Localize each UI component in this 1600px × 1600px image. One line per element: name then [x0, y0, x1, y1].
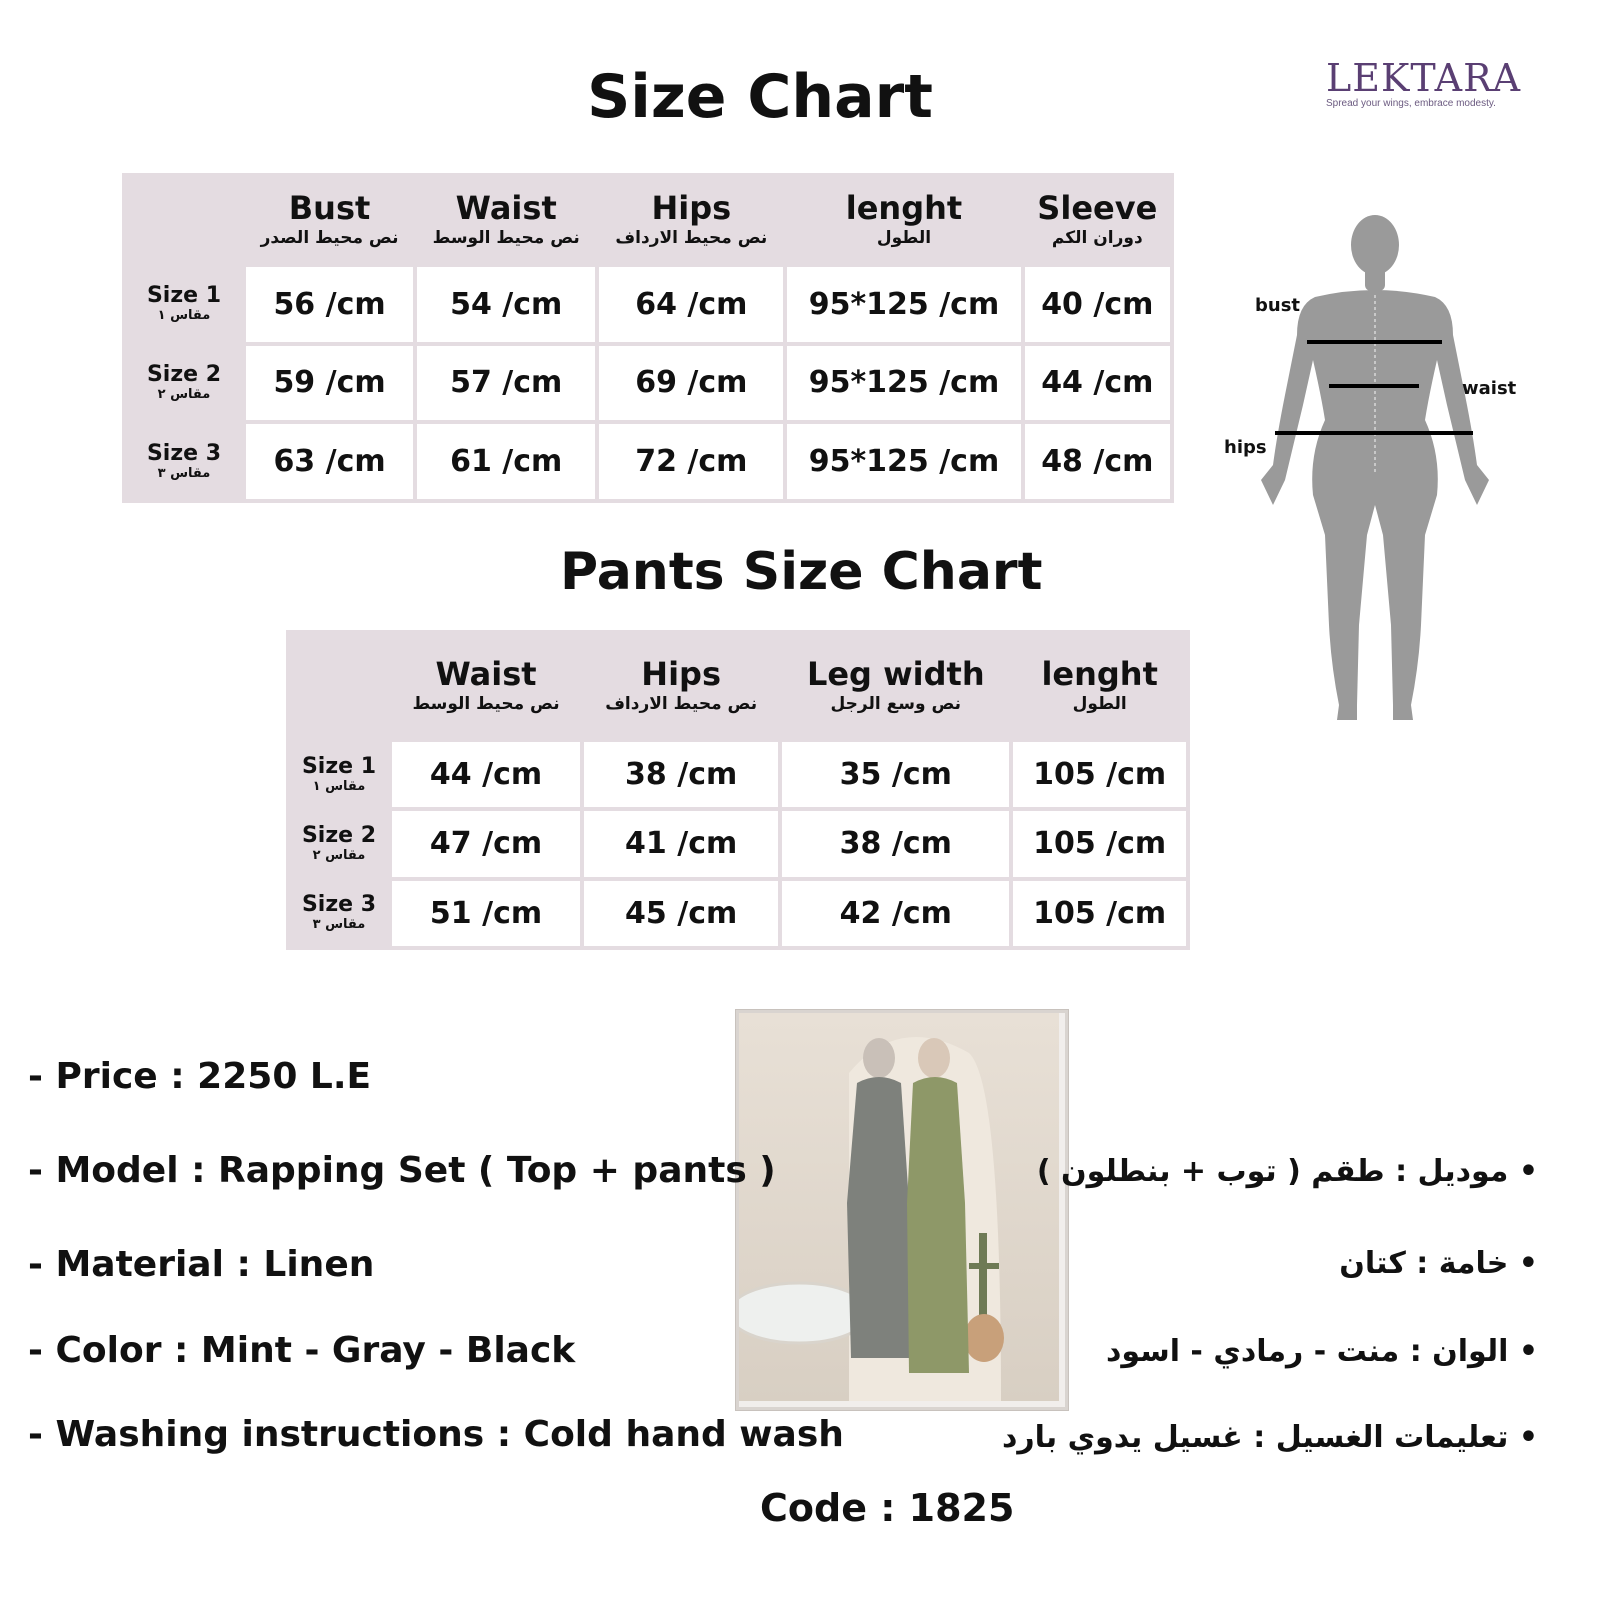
model-line: - Model : Rapping Set ( Top + pants ): [28, 1150, 776, 1191]
pants-chart-title: Pants Size Chart: [560, 542, 1043, 602]
table-row: [126, 267, 1170, 342]
washing-line: - Washing instructions : Cold hand wash: [28, 1414, 844, 1455]
price-line: - Price : 2250 L.E: [28, 1056, 372, 1097]
size-chart-title: Size Chart: [587, 62, 933, 132]
table-row: [290, 881, 1186, 946]
models-photo-illustration: [739, 1013, 1059, 1401]
table-cell: 105 /cm: [1013, 881, 1186, 946]
product-photo: [736, 1010, 1068, 1410]
washing-line-ar: • تعليمات الغسيل : غسيل يدوي بارد: [1001, 1420, 1538, 1455]
table-cell: 57 /cm: [417, 346, 595, 421]
table-cell: 51 /cm: [392, 881, 580, 946]
row-header-size-3: Size 3 مقاس ٣: [301, 892, 377, 933]
table-cell: 72 /cm: [599, 424, 783, 499]
table-row: [290, 742, 1186, 807]
table-cell: 35 /cm: [782, 742, 1009, 807]
row-header-size-1: Size 1 مقاس ١: [301, 753, 377, 794]
table-cell: 105 /cm: [1013, 742, 1186, 807]
brand-name: LEKTARA: [1326, 56, 1522, 100]
row-header-size-2: Size 2 مقاس ٢: [301, 822, 377, 863]
table-cell: 95*125 /cm: [787, 346, 1020, 421]
table-cell: 45 /cm: [584, 881, 778, 946]
brand-logo: [1326, 56, 1526, 126]
column-header-waist: Waist نص محيط الوسط: [432, 189, 580, 248]
product-code: Code : 1825: [760, 1486, 1015, 1530]
pants-chart-table: [286, 630, 1190, 950]
table-cell: 105 /cm: [1013, 811, 1186, 876]
table-cell: 48 /cm: [1025, 424, 1170, 499]
column-header-waist: Waist نص محيط الوسط: [412, 655, 560, 714]
table-cell: 63 /cm: [246, 424, 413, 499]
table-row: [290, 811, 1186, 876]
row-header-size-1: Size 1 مقاس ١: [146, 283, 222, 324]
table-cell: 38 /cm: [584, 742, 778, 807]
body-measurement-figure: [1215, 205, 1515, 725]
color-line-ar: • الوان : منت - رمادي - اسود: [1106, 1334, 1538, 1369]
table-cell: 56 /cm: [246, 267, 413, 342]
silhouette-illustration: [1215, 205, 1515, 725]
table-cell: 95*125 /cm: [787, 267, 1020, 342]
table-row: [126, 424, 1170, 499]
size-chart-table: [122, 173, 1174, 503]
bust-label: bust: [1255, 295, 1301, 316]
color-line: - Color : Mint - Gray - Black: [28, 1330, 576, 1371]
table-cell: 44 /cm: [392, 742, 580, 807]
waist-label: waist: [1462, 378, 1517, 399]
table-cell: 61 /cm: [417, 424, 595, 499]
model-line-ar: • موديل : طقم ( توب + بنطلون ): [1036, 1154, 1538, 1189]
table-cell: 59 /cm: [246, 346, 413, 421]
column-header-length: lenght الطول: [1041, 655, 1158, 714]
hips-label: hips: [1224, 437, 1267, 458]
table-row: [126, 346, 1170, 421]
table-cell: 69 /cm: [599, 346, 783, 421]
material-line-ar: • خامة : كتان: [1339, 1246, 1538, 1281]
column-header-bust: Bust نص محيط الصدر: [260, 189, 399, 248]
table-cell: 40 /cm: [1025, 267, 1170, 342]
column-header-leg-width: Leg width نص وسع الرجل: [806, 655, 985, 714]
table-cell: 47 /cm: [392, 811, 580, 876]
table-cell: 95*125 /cm: [787, 424, 1020, 499]
column-header-sleeve: Sleeve دوران الكم: [1037, 189, 1158, 248]
row-header-size-3: Size 3 مقاس ٣: [146, 440, 222, 481]
table-cell: 38 /cm: [782, 811, 1009, 876]
corner-cell: [126, 177, 242, 263]
table-cell: 42 /cm: [782, 881, 1009, 946]
row-header-size-2: Size 2 مقاس ٢: [146, 361, 222, 402]
table-cell: 41 /cm: [584, 811, 778, 876]
table-cell: 44 /cm: [1025, 346, 1170, 421]
column-header-hips: Hips نص محيط الارداف: [615, 189, 768, 248]
column-header-length: lenght الطول: [845, 189, 963, 248]
brand-tagline: Spread your wings, embrace modesty.: [1326, 98, 1496, 109]
material-line: - Material : Linen: [28, 1244, 375, 1285]
column-header-hips: Hips نص محيط الارداف: [605, 655, 758, 714]
table-cell: 64 /cm: [599, 267, 783, 342]
corner-cell: [290, 634, 388, 738]
table-cell: 54 /cm: [417, 267, 595, 342]
